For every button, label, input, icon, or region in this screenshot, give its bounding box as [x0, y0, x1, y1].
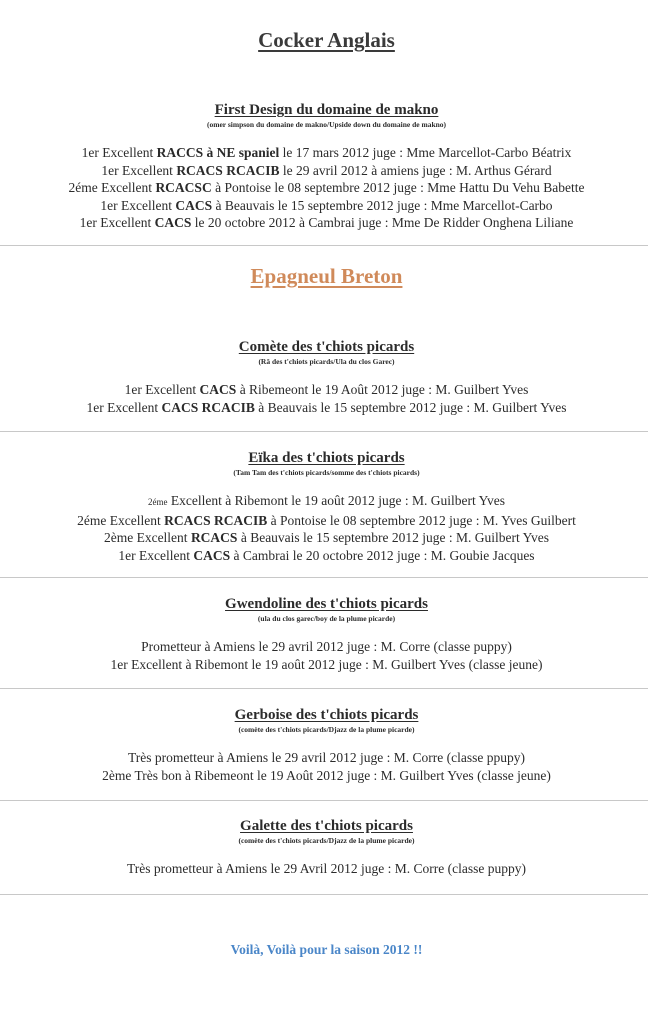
dog-entry-first-design: [0, 101, 653, 232]
footer-message: Voilà, Voilà pour la saison 2012 !!: [230, 942, 423, 957]
results-list: [0, 638, 653, 673]
section-divider: [0, 800, 648, 801]
dog-name: Galette des t'chiots picards: [240, 818, 413, 834]
section-divider: [0, 894, 648, 895]
section-divider: [0, 431, 648, 432]
result-line: 2ème Très bon à Ribemeont le 19 Août 2012 juge : M. Guilbert Yves (classe jeune): [102, 767, 551, 783]
results-list: [0, 144, 653, 232]
dog-pedigree: (omer simpson du domaine de makno/Upside down du domaine de makno): [206, 120, 447, 129]
dog-entry-gwendoline: [0, 595, 653, 673]
section-divider: [0, 577, 648, 578]
result-line: 2éme Excellent à Ribemont le 19 août 2012 juge : M. Guilbert Yves: [148, 493, 505, 508]
dog-entry-gerboise: [0, 706, 653, 784]
results-list: [0, 381, 653, 416]
dog-entry-comete: [0, 338, 653, 416]
dog-name: Gwendoline des t'chiots picards: [225, 596, 428, 612]
dog-pedigree: (comète des t'chiots picards/Djazz de la plume picarde): [238, 836, 415, 845]
dog-entry-eika: [0, 449, 653, 564]
dog-name: Gerboise des t'chiots picards: [234, 707, 419, 723]
result-line: 2éme Excellent RCACSC à Pontoise le 08 septembre 2012 juge : Mme Hattu Du Vehu Babette: [68, 180, 585, 195]
result-line: 1er Excellent CACS à Beauvais le 15 septembre 2012 juge : Mme Marcellot-Carbo: [100, 197, 553, 213]
results-list: [0, 860, 653, 878]
breed-title-epagneul-breton: Epagneul Breton: [250, 264, 403, 288]
result-line: 1er Excellent CACS à Cambrai le 20 octobre 2012 juge : M. Goubie Jacques: [118, 547, 535, 563]
dog-pedigree: (ula du clos garec/boy de la plume picarde): [257, 614, 396, 623]
result-line: 1er Excellent CACS à Ribemeont le 19 Août 2012 juge : M. Guilbert Yves: [124, 382, 529, 397]
result-line: 1er Excellent CACS RCACIB à Beauvais le 15 septembre 2012 juge : M. Guilbert Yves: [86, 399, 567, 415]
dog-name: Comète des t'chiots picards: [238, 339, 415, 355]
dog-name: Eïka des t'chiots picards: [248, 450, 405, 466]
section-divider: [0, 688, 648, 689]
result-line: Très prometteur à Amiens le 29 Avril 2012 juge : M. Corre (classe puppy): [127, 861, 526, 876]
result-line: 1er Excellent CACS le 20 octobre 2012 à Cambrai juge : Mme De Ridder Onghena Liliane: [79, 215, 574, 230]
result-line: 1er Excellent RCACS RCACIB le 29 avril 2012 à amiens juge : M. Arthus Gérard: [101, 162, 552, 178]
section-divider: [0, 245, 648, 246]
result-line: Très prometteur à Amiens le 29 avril 2012 juge : M. Corre (classe ppupy): [128, 750, 525, 765]
dog-entry-galette: [0, 817, 653, 878]
result-line: Prometteur à Amiens le 29 avril 2012 juge : M. Corre (classe puppy): [141, 639, 512, 654]
results-list: [0, 492, 653, 564]
dog-pedigree: (Râ des t'chiots picards/Ula du clos Garec): [258, 357, 395, 366]
result-line: 1er Excellent à Ribemont le 19 août 2012 juge : M. Guilbert Yves (classe jeune): [110, 656, 543, 672]
dog-pedigree: (comète des t'chiots picards/Djazz de la plume picarde): [238, 725, 415, 734]
breed-title-cocker-anglais: Cocker Anglais: [258, 28, 395, 52]
result-line: 2ème Excellent RCACS à Beauvais le 15 septembre 2012 juge : M. Guilbert Yves: [103, 530, 550, 545]
results-list: [0, 749, 653, 784]
dog-name: First Design du domaine de makno: [214, 102, 439, 118]
dog-pedigree: (Tam Tam des t'chiots picards/somme des t'chiots picards): [233, 468, 420, 477]
result-line: 2éme Excellent RCACS RCACIB à Pontoise le 08 septembre 2012 juge : M. Yves Guilbert: [77, 512, 576, 528]
result-line: 1er Excellent RACCS à NE spaniel le 17 mars 2012 juge : Mme Marcellot-Carbo Béatrix: [81, 145, 572, 160]
